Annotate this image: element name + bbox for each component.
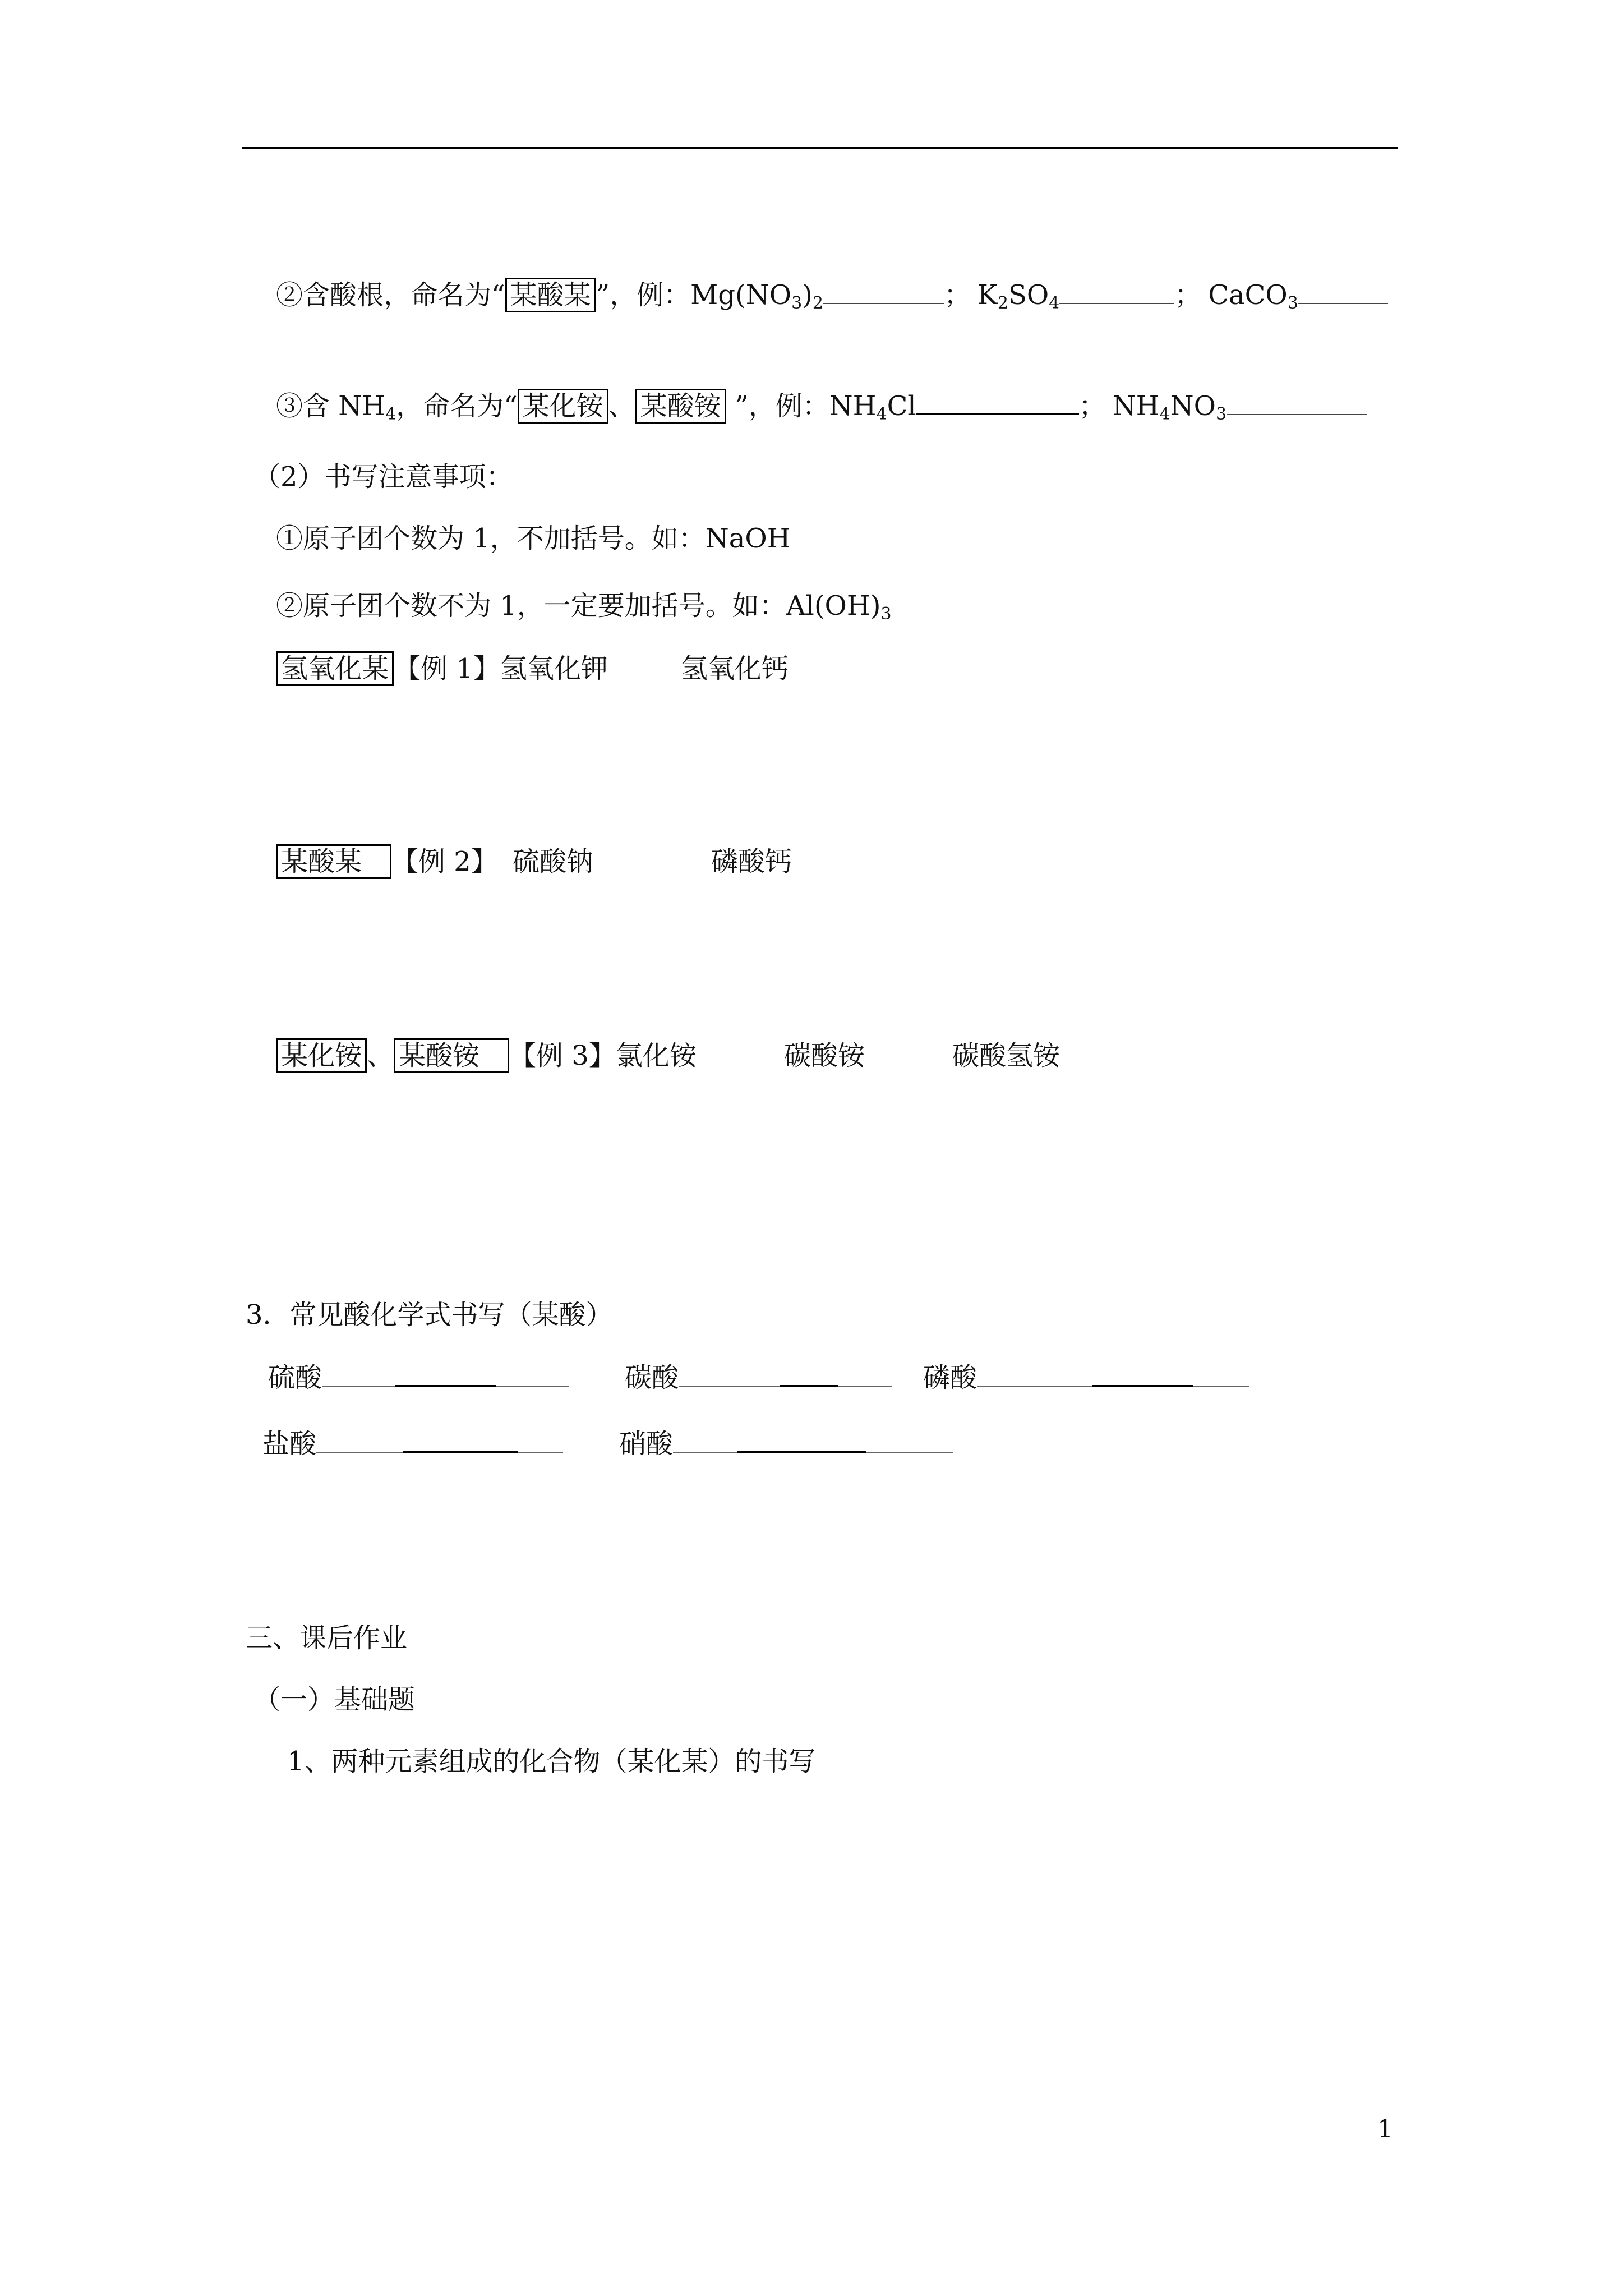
homework-subheading: （一）基础题 xyxy=(253,1684,416,1715)
example-intro: ”，例： xyxy=(726,390,829,422)
ammonium-label: ③含 NH xyxy=(276,390,386,422)
note-rule-2: ②原子团个数不为 1，一定要加括号。如：$Al(OH)_3$ xyxy=(276,590,892,624)
example-3-line: 某化铵 、 某酸铵 【例 3】氯化铵 碳酸铵 碳酸氢铵 xyxy=(276,1038,1060,1074)
answer-blank[interactable] xyxy=(823,276,944,304)
header-rule xyxy=(242,147,1398,149)
acid-name: 硝酸 xyxy=(619,1428,674,1460)
formula-mg-no3-2: $Mg(NO_3)_2$ xyxy=(690,279,823,313)
boxed-term: 某化铵 xyxy=(276,1038,367,1073)
example-item: 氢氧化钙 xyxy=(680,653,789,684)
answer-blank[interactable] xyxy=(322,1359,569,1387)
acid-name: 盐酸 xyxy=(262,1428,317,1460)
boxed-term: 氢氧化某 xyxy=(276,651,394,686)
notes-heading: （2）书写注意事项： xyxy=(253,461,513,493)
acid-name: 磷酸 xyxy=(923,1362,978,1393)
answer-blank[interactable] xyxy=(316,1425,563,1453)
acid-name: 碳酸 xyxy=(625,1362,679,1393)
example-item: 磷酸钙 xyxy=(711,846,792,877)
example-1-line xyxy=(276,651,789,687)
answer-blank[interactable] xyxy=(1059,276,1174,304)
example-item: 碳酸铵 xyxy=(783,1040,865,1071)
answer-blank[interactable] xyxy=(679,1359,892,1387)
acid-radical-label: ②含酸根，命名为“ xyxy=(276,279,505,311)
boxed-term: 某酸铵 xyxy=(394,1038,509,1073)
homework-item-1: 1、两种元素组成的化合物（某化某）的书写 xyxy=(287,1746,816,1777)
formula-nh4cl: $NH_4Cl$ xyxy=(829,390,916,424)
acids-heading: 3．常见酸化学式书写（某酸） xyxy=(246,1299,613,1331)
boxed-term: 某酸某 xyxy=(505,278,596,312)
example-item: 硫酸钠 xyxy=(512,846,593,877)
note-rule-1: ①原子团个数为 1，不加括号。如：NaOH xyxy=(276,523,791,554)
example-item: 碳酸氢铵 xyxy=(952,1040,1060,1071)
example-label: 【例 3】 xyxy=(509,1040,616,1071)
page-number: 1 xyxy=(1377,2115,1393,2143)
example-intro: ”，例： xyxy=(596,279,691,311)
acid-radical-naming-line: ②含酸根，命名为“ 某酸某 ”，例：$Mg(NO_3)_2$ ； $K_2SO_4$ ； CaCO$_3$ xyxy=(276,276,1388,313)
example-item: 氢氧化钾 xyxy=(500,653,608,684)
boxed-term: 某化铵 xyxy=(518,389,608,424)
example-2-line xyxy=(276,844,792,880)
answer-blank[interactable] xyxy=(1227,387,1367,415)
answer-blank[interactable] xyxy=(977,1359,1249,1387)
ammonium-naming-line: ③含 $NH_4$，命名为“ 某化铵 、 某酸铵 ”，例：$NH_4Cl$ ； $NH_4NO_3$ xyxy=(276,386,1367,424)
homework-heading: 三、课后作业 xyxy=(246,1622,408,1654)
answer-blank[interactable] xyxy=(916,386,1079,415)
answer-blank[interactable] xyxy=(1298,276,1388,304)
boxed-term: 某酸某 xyxy=(276,844,391,879)
formula-nh4no3: $NH_4NO_3$ xyxy=(1112,390,1227,424)
example-label: 【例 1】 xyxy=(394,653,500,684)
formula-caco3: CaCO$_3$ xyxy=(1208,279,1298,313)
boxed-term: 某酸铵 xyxy=(635,389,726,424)
acid-row-1 xyxy=(268,1359,1249,1396)
example-item: 氯化铵 xyxy=(615,1040,697,1071)
formula-k2so4: $K_2SO_4$ xyxy=(978,279,1060,313)
answer-blank[interactable] xyxy=(673,1425,953,1453)
example-label: 【例 2】 xyxy=(391,846,498,877)
acid-row-2 xyxy=(262,1425,953,1462)
acid-name: 硫酸 xyxy=(268,1362,322,1393)
